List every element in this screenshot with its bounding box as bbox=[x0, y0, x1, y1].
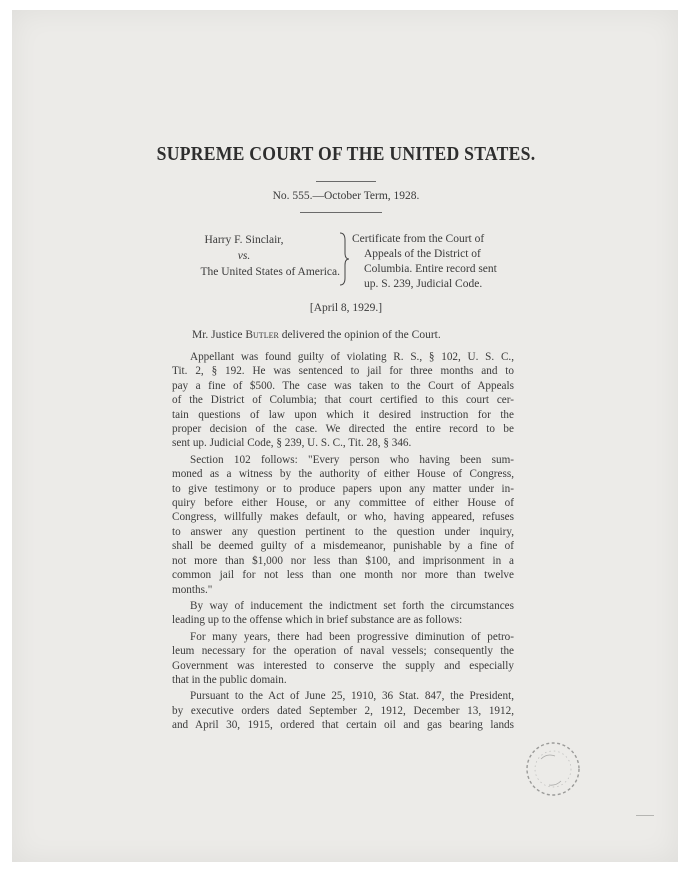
opinion-line: pay a fine of $500. The case was taken to the Court of Appeals bbox=[172, 379, 514, 392]
opinion-line: leum necessary for the operation of naval vessels; consequently the bbox=[172, 645, 514, 658]
opinion-line: of the District of Columbia; that court certified to this court cer- bbox=[172, 394, 514, 407]
opinion-line: tain questions of law upon which it desired instruction for the bbox=[172, 408, 514, 421]
opinion-intro bbox=[192, 329, 441, 341]
opinion-line: not more than $1,000 nor less than $100, and imprisonment in a bbox=[172, 554, 514, 567]
opinion-line: sent up. Judicial Code, § 239, U. S. C., Tit. 28, § 346. bbox=[172, 437, 412, 450]
opinion-line: and April 30, 1915, ordered that certain oil and gas bearing lands bbox=[172, 719, 514, 732]
opinion-line: quiry before either House, or any committee of either House of bbox=[172, 497, 514, 510]
certificate-line: up. S. 239, Judicial Code. bbox=[364, 278, 483, 290]
opinion-line: Appellant was found guilty of violating R. S., § 102, U. S. C., bbox=[190, 351, 514, 363]
opinion-line: to give testimony or to produce papers upon any matter under in- bbox=[172, 482, 514, 495]
opinion-line: Pursuant to the Act of June 25, 1910, 36 Stat. 847, the President, bbox=[190, 690, 514, 703]
opinion-line: moned as a witness by the authority of either House of Congress, bbox=[172, 468, 514, 481]
opinion-intro-suffix: delivered the opinion of the Court. bbox=[278, 329, 441, 341]
certificate-line: Columbia. Entire record sent bbox=[364, 263, 497, 275]
title-rule bbox=[316, 181, 376, 182]
docket-rule bbox=[300, 212, 382, 213]
certificate-note bbox=[352, 232, 514, 292]
opinion-line: proper decision of the case. We directed the entire record to be bbox=[172, 423, 514, 436]
opinion-line: to answer any question pertinent to the question under inquiry, bbox=[172, 525, 514, 538]
opinion-line: Section 102 follows: "Every person who having been sum- bbox=[190, 453, 514, 466]
case-parties bbox=[148, 232, 340, 280]
brace-icon bbox=[338, 232, 350, 286]
opinion-line: By way of inducement the indictment set forth the circumstances bbox=[190, 599, 514, 612]
opinion-line: leading up to the offense which in brief substance are as follows: bbox=[172, 614, 463, 627]
edge-mark bbox=[636, 815, 654, 816]
justice-name: Butler bbox=[245, 329, 279, 341]
certificate-line: Certificate from the Court of bbox=[352, 233, 485, 245]
library-stamp-icon bbox=[521, 737, 585, 801]
opinion-intro-prefix: Mr. Justice bbox=[192, 329, 246, 341]
opinion-line: Congress, willfully makes default, or who, having appeared, refuses bbox=[172, 511, 514, 524]
versus-label: vs. bbox=[237, 250, 251, 262]
opinion-line: that in the public domain. bbox=[172, 673, 287, 686]
opinion-line: Government was interested to conserve the supply and especially bbox=[172, 659, 514, 672]
opinion-body bbox=[172, 350, 514, 733]
docket-number: No. 555.—October Term, 1928. bbox=[272, 190, 420, 202]
opinion-line: shall be deemed guilty of a misdemeanor, punishable by a fine of bbox=[172, 540, 514, 553]
certificate-line: Appeals of the District of bbox=[364, 248, 481, 260]
court-title: SUPREME COURT OF THE UNITED STATES. bbox=[156, 143, 536, 165]
opinion-line: Tit. 2, § 192. He was sentenced to jail for three months and to bbox=[172, 365, 514, 378]
opinion-line: months." bbox=[172, 583, 213, 596]
opinion-line: by executive orders dated September 2, 1912, December 13, 1912, bbox=[172, 704, 514, 717]
petitioner-name: Harry F. Sinclair, bbox=[204, 234, 284, 246]
decision-date: [April 8, 1929.] bbox=[309, 302, 383, 314]
respondent-name: The United States of America. bbox=[200, 266, 340, 278]
opinion-line: For many years, there had been progressive diminution of petro- bbox=[190, 630, 514, 643]
opinion-line: common jail for not less than one month nor more than twelve bbox=[172, 569, 514, 582]
